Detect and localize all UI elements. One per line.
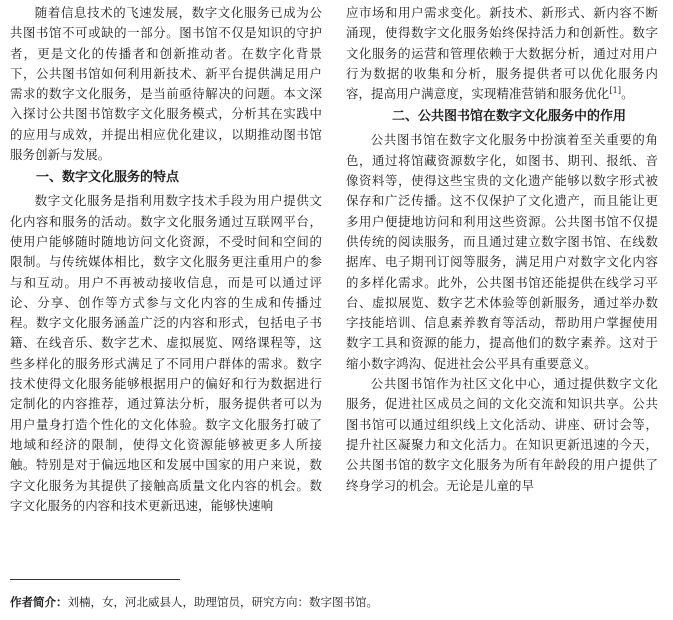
left-column xyxy=(10,3,322,516)
author-footnote xyxy=(10,594,660,610)
continuation-end: 。 xyxy=(621,86,634,102)
section-2-paragraph-2: 公共图书馆作为社区文化中心，通过提供数字文化服务，促进社区成员之间的文化交流和知识共享。公共图书馆可以通过组织线上文化活动、讲座、研讨会等，提升社区凝聚力和文化活力。在知识更新迅速的今天，公共图书馆的数字文化服务为所有年龄段的用户提供了终身学习的机会。无论是儿童的早 xyxy=(346,376,658,493)
continuation-text: 应市场和用户需求变化。新技术、新形式、新内容不断涌现，使得数字文化服务始终保持活力和创新性。数字文化服务的运营和管理依赖于大数据分析，通过对用户行为数据的收集和分析，服务提供者可以优化服务内容，提高用户满意度，实现精准营销和服务优化 xyxy=(346,5,658,102)
intro-paragraph: 随着信息技术的飞速发展，数字文化服务已成为公共图书馆不可或缺的一部分。图书馆不仅是知识的守护者，更是文化的传播者和创新推动者。在数字化背景下，公共图书馆如何利用新技术、新平台提供满足用户需求的数字文化服务，是当前亟待解决的问题。本文深入探讨公共图书馆数字文化服务模式，分析其在实践中的应用与成效，并提出相应优化建议，以期推动图书馆服务创新与发展。 xyxy=(10,5,322,163)
section-2-heading: 二、公共图书馆在数字文化服务中的作用 xyxy=(392,109,627,125)
right-column xyxy=(346,3,658,496)
footnote-divider xyxy=(10,579,180,580)
section-1-heading: 一、数字文化服务的特点 xyxy=(36,170,180,186)
citation-marker[interactable]: [1] xyxy=(609,86,622,96)
footnote-label: 作者简介： xyxy=(10,595,68,609)
section-1-paragraph: 数字文化服务是指利用数字技术手段为用户提供文化内容和服务的活动。数字文化服务通过互联网平台，使用户能够随时随地访问文化资源，不受时间和空间的限制。与传统媒体相比，数字文化服务更注重用户的参与和互动。用户不再被动接收信息，而是可以通过评论、分享、创作等方式参与文化内容的生成和传播过程。数字文化服务涵盖广泛的内容和形式，包括电子书籍、在线音乐、数字艺术、虚拟展览、网络课程等，这些多样化的服务形式满足了不同用户群体的需求。数字技术使得文化服务能够根据用户的偏好和行为数据进行定制化的内容推荐，通过算法分析，服务提供者可以为用户量身打造个性化的文化体验。数字文化服务打破了地域和经济的限制，使得文化资源能够被更多人所接触。特别是对于偏远地区和发展中国家的用户来说，数字文化服务为其提供了接触高质量文化内容的机会。数字文化服务的内容和技术更新迅速，能够快速响 xyxy=(10,193,322,513)
continuation-paragraph xyxy=(346,3,658,104)
section-2-paragraph-1: 公共图书馆在数字文化服务中扮演着至关重要的角色，通过将馆藏资源数字化，如图书、期刊、报纸、音像资料等，使得这些宝贵的文化遗产能够以数字形式被保存和广泛传播。这不仅保护了文化遗产，而且能让更多用户便捷地访问和利用这些资源。公共图书馆不仅提供传统的阅读服务，而且通过建立数字图书馆、在线数据库、电子期刊订阅等服务，满足用户对数字文化内容的多样化需求。此外，公共图书馆还能提供在线学习平台、虚拟展览、数字艺术体验等创新服务，通过举办数字技能培训、信息素养教育等活动，帮助用户掌握使用数字工具和资源的能力，提高他们的数字素养。这对于缩小数字鸿沟、促进社会公平具有重要意义。 xyxy=(346,132,658,371)
footnote-text: 刘楠，女，河北威县人，助理馆员，研究方向：数字图书馆。 xyxy=(67,595,378,609)
